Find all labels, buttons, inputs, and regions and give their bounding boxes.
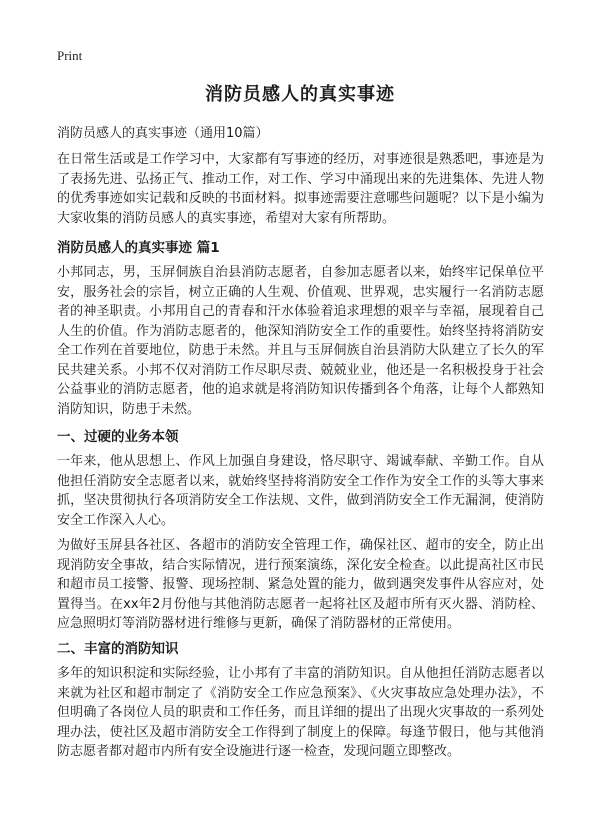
section-paragraph-1: 小邦同志，男，玉屏侗族自治县消防志愿者，自参加志愿者以来，始终牢记保单位平安，服务社会的宗旨，树立正确的人生观、价值观、世界观，忠实履行一名消防志愿者的神圣职责。小邦用自己的青春和汗水体验着追求理想的艰辛与幸福，展现着自己人生的价值。作为消防志愿者的，他深知消防安全工作的重要性。始终坚持将消防安全工作列在首要地位，防患于未然。并且与玉屏侗族自治县消防大队建立了长久的军民共建关系。小邦不仅对消防工作尽职尽责、兢兢业业，他还是一名积极投身于社会公益事业的消防志愿者，他的追求就是将消防知识传播到各个角落，让每个人都熟知消防知识，防患于未然。 — [57, 265, 544, 417]
print-link[interactable]: Print — [57, 48, 83, 63]
section-heading: 消防员感人的真实事迹 篇1 — [57, 240, 220, 256]
paragraph-3: 为做好玉屏县各社区、各超市的消防安全管理工作，确保社区、超市的安全，防止出现消防安全事故，结合实际情况，进行预案演练，深化安全检查。以此提高社区市民和超市员工接警、报警、现场控制、紧急处置的能力，做到遇突发事件从容应对，处置得当。在xx年2月份他与其他消防志愿者一起将社区及超市所有灭火器、消防栓、应急照明灯等消防器材进行维修与更新，确保了消防器材的正常使用。 — [57, 538, 544, 631]
paragraph-2: 一年来，他从思想上、作风上加强自身建设，恪尽职守、竭诚奉献、辛勤工作。自从他担任消防安全志愿者以来，就始终坚持将消防安全工作作为安全工作的头等大事来抓，坚决贯彻执行各项消防安全工作法规、文件，做到消防安全工作无漏洞，使消防安全工作深入人心。 — [57, 454, 544, 528]
subheading-1: 一、过硬的业务本领 — [57, 429, 179, 445]
paragraph-4: 多年的知识积淀和实际经验，让小邦有了丰富的消防知识。自从他担任消防志愿者以来就为社区和超市制定了《消防安全工作应急预案》、《火灾事故应急处理办法》，不但明确了各岗位人员的职责和工作任务，而且详细的提出了出现火灾事故的一系列处理办法，使社区及超市消防安全工作得到了制度上的保障。每逢节假日，他与其他消防志愿者都对超市内所有安全设施进行逐一检查，发现问题立即整改。 — [57, 666, 544, 759]
document-subtitle: 消防员感人的真实事迹（通用10篇） — [57, 126, 269, 141]
page-title: 消防员感人的真实事迹 — [205, 84, 395, 105]
subheading-2: 二、丰富的消防知识 — [57, 641, 179, 657]
intro-paragraph: 在日常生活或是工作学习中，大家都有写事迹的经历，对事迹很是熟悉吧，事迹是为了表扬先进、弘扬正气、推动工作，对工作、学习中涌现出来的先进集体、先进人物的优秀事迹如实记载和反映的书面材料。拟事迹需要注意哪些问题呢？以下是小编为大家收集的消防员感人的真实事迹，希望对大家有所帮助。 — [57, 152, 544, 226]
